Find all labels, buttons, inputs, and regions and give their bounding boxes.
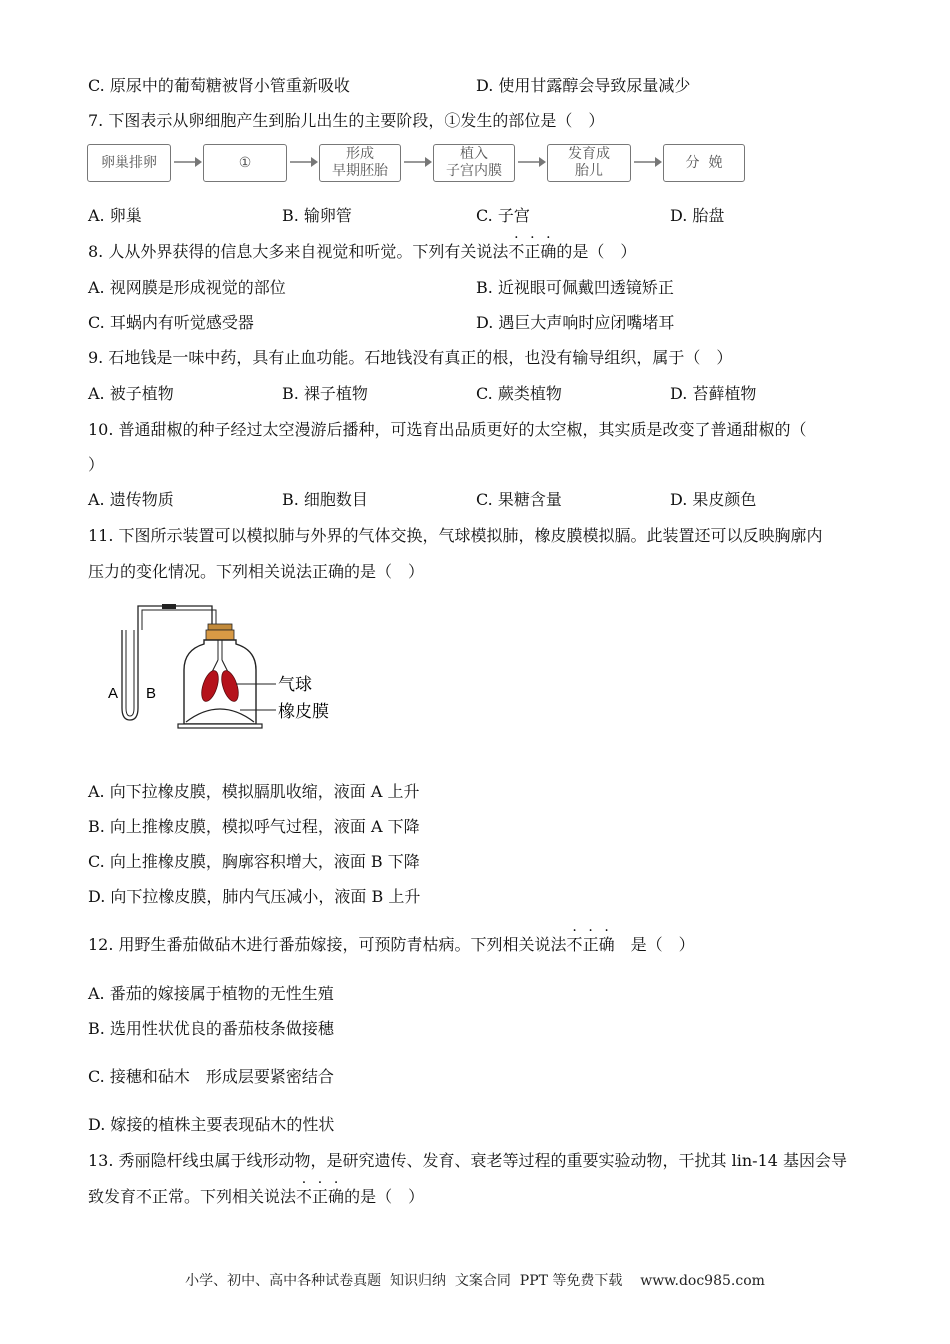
q7-stem: 7. 下图表示从卵细胞产生到胎儿出生的主要阶段，①发生的部位是（ ） bbox=[88, 111, 605, 130]
q9-stem: 9. 石地钱是一味中药，具有止血功能。石地钱没有真正的根，也没有输导组织，属于（ ） bbox=[88, 348, 733, 367]
lung-model-figure bbox=[100, 600, 350, 740]
emphasis-char: 确 bbox=[328, 1187, 345, 1206]
q9-option-b: B. 裸子植物 bbox=[282, 384, 368, 403]
q8-option-a: A. 视网膜是形成视觉的部位 bbox=[88, 278, 286, 297]
q13-stem-tail: 的是（ ） bbox=[344, 1187, 425, 1206]
emphasis-char: 不 bbox=[566, 935, 583, 954]
q7-option-c: C. 子宫 bbox=[476, 206, 530, 225]
flow-box-ovulation: 卵巢排卵 bbox=[87, 144, 171, 182]
q12-option-d: D. 嫁接的植株主要表现砧木的性状 bbox=[88, 1115, 335, 1134]
q10-option-c: C. 果糖含量 bbox=[476, 490, 562, 509]
q12-stem bbox=[88, 934, 695, 956]
q10-option-a: A. 遗传物质 bbox=[88, 490, 174, 509]
q8-stem bbox=[88, 241, 636, 263]
label-b: B bbox=[146, 685, 157, 702]
q12-stem-text: 12. 用野生番茄做砧木进行番茄嫁接，可预防青枯病。下列相关说法 bbox=[88, 935, 567, 954]
q12-option-a: A. 番茄的嫁接属于植物的无性生殖 bbox=[88, 984, 334, 1003]
q10-option-b: B. 细胞数目 bbox=[282, 490, 368, 509]
q10-option-d: D. 果皮颜色 bbox=[670, 490, 757, 509]
q6-option-d: D. 使用甘露醇会导致尿量减少 bbox=[476, 76, 691, 95]
emphasis-char: 不 bbox=[296, 1187, 313, 1206]
label-membrane: 橡皮膜 bbox=[278, 702, 329, 722]
q11-option-d: D. 向下拉橡皮膜，肺内气压减小，液面 B 上升 bbox=[88, 887, 421, 906]
arrow-icon bbox=[403, 154, 433, 170]
q13-stem-line2 bbox=[88, 1186, 424, 1208]
q8-option-b: B. 近视眼可佩戴凹透镜矫正 bbox=[476, 278, 674, 297]
arrow-icon bbox=[289, 154, 319, 170]
arrow-icon bbox=[517, 154, 547, 170]
q10-stem-line1: 10. 普通甜椒的种子经过太空漫游后播种，可选育出品质更好的太空椒，其实质是改变了普通甜椒的（ bbox=[88, 420, 807, 439]
label-a: A bbox=[108, 685, 119, 702]
flow-box-1: ① bbox=[203, 144, 287, 182]
q13-stem-text: 致发育不正常。下列相关说法 bbox=[88, 1187, 297, 1206]
q8-option-c: C. 耳蜗内有听觉感受器 bbox=[88, 313, 254, 332]
flow-box-early-embryo: 形成 早期胚胎 bbox=[319, 144, 401, 182]
q7-flowchart bbox=[87, 142, 747, 188]
q10-stem-line2: ） bbox=[88, 455, 105, 474]
q11-stem-line2: 压力的变化情况。下列相关说法正确的是（ ） bbox=[88, 562, 425, 581]
emphasis-char: 正 bbox=[524, 242, 541, 261]
q12-option-b: B. 选用性状优良的番茄枝条做接穗 bbox=[88, 1019, 334, 1038]
q11-option-c: C. 向上推橡皮膜，胸廓容积增大，液面 B 下降 bbox=[88, 852, 420, 871]
q9-option-d: D. 苔藓植物 bbox=[670, 384, 757, 403]
q8-stem-tail: 的是（ ） bbox=[556, 242, 637, 261]
emphasis-char: 确 bbox=[540, 242, 557, 261]
arrow-icon bbox=[173, 154, 203, 170]
q13-stem-line1: 13. 秀丽隐杆线虫属于线形动物，是研究遗传、发育、衰老等过程的重要实验动物，干扰其 lin-14 基因会导 bbox=[88, 1151, 848, 1170]
q8-stem-text: 8. 人从外界获得的信息大多来自视觉和听觉。下列有关说法 bbox=[88, 242, 509, 261]
arrow-icon bbox=[633, 154, 663, 170]
q9-option-a: A. 被子植物 bbox=[88, 384, 174, 403]
page-footer: 小学、初中、高中各种试卷真题 知识归纳 文案合同 PPT 等免费下载 www.doc985.com bbox=[185, 1273, 765, 1289]
flow-box-implant: 植入 子宫内膜 bbox=[433, 144, 515, 182]
q7-option-b: B. 输卵管 bbox=[282, 206, 352, 225]
q9-option-c: C. 蕨类植物 bbox=[476, 384, 562, 403]
emphasis-char: 不 bbox=[508, 242, 525, 261]
q12-stem-tail: 是（ ） bbox=[614, 935, 695, 954]
q11-stem-line1: 11. 下图所示装置可以模拟肺与外界的气体交换，气球模拟肺，橡皮膜模拟膈。此装置还可以反映胸廓内 bbox=[88, 526, 823, 545]
emphasis-char: 正 bbox=[582, 935, 599, 954]
q11-option-a: A. 向下拉橡皮膜，模拟膈肌收缩，液面 A 上升 bbox=[88, 782, 420, 801]
q7-option-d: D. 胎盘 bbox=[670, 206, 725, 225]
q11-option-b: B. 向上推橡皮膜，模拟呼气过程，液面 A 下降 bbox=[88, 817, 420, 836]
flow-box-fetus: 发育成 胎儿 bbox=[547, 144, 631, 182]
flow-box-birth: 分 娩 bbox=[663, 144, 745, 182]
label-balloon: 气球 bbox=[278, 675, 312, 695]
q12-option-c: C. 接穗和砧木 形成层要紧密结合 bbox=[88, 1067, 334, 1086]
q6-option-c: C. 原尿中的葡萄糖被肾小管重新吸收 bbox=[88, 76, 350, 95]
q8-option-d: D. 遇巨大声响时应闭嘴堵耳 bbox=[476, 313, 675, 332]
emphasis-char: 正 bbox=[312, 1187, 329, 1206]
q7-option-a: A. 卵巢 bbox=[88, 206, 142, 225]
emphasis-char: 确 bbox=[598, 935, 615, 954]
